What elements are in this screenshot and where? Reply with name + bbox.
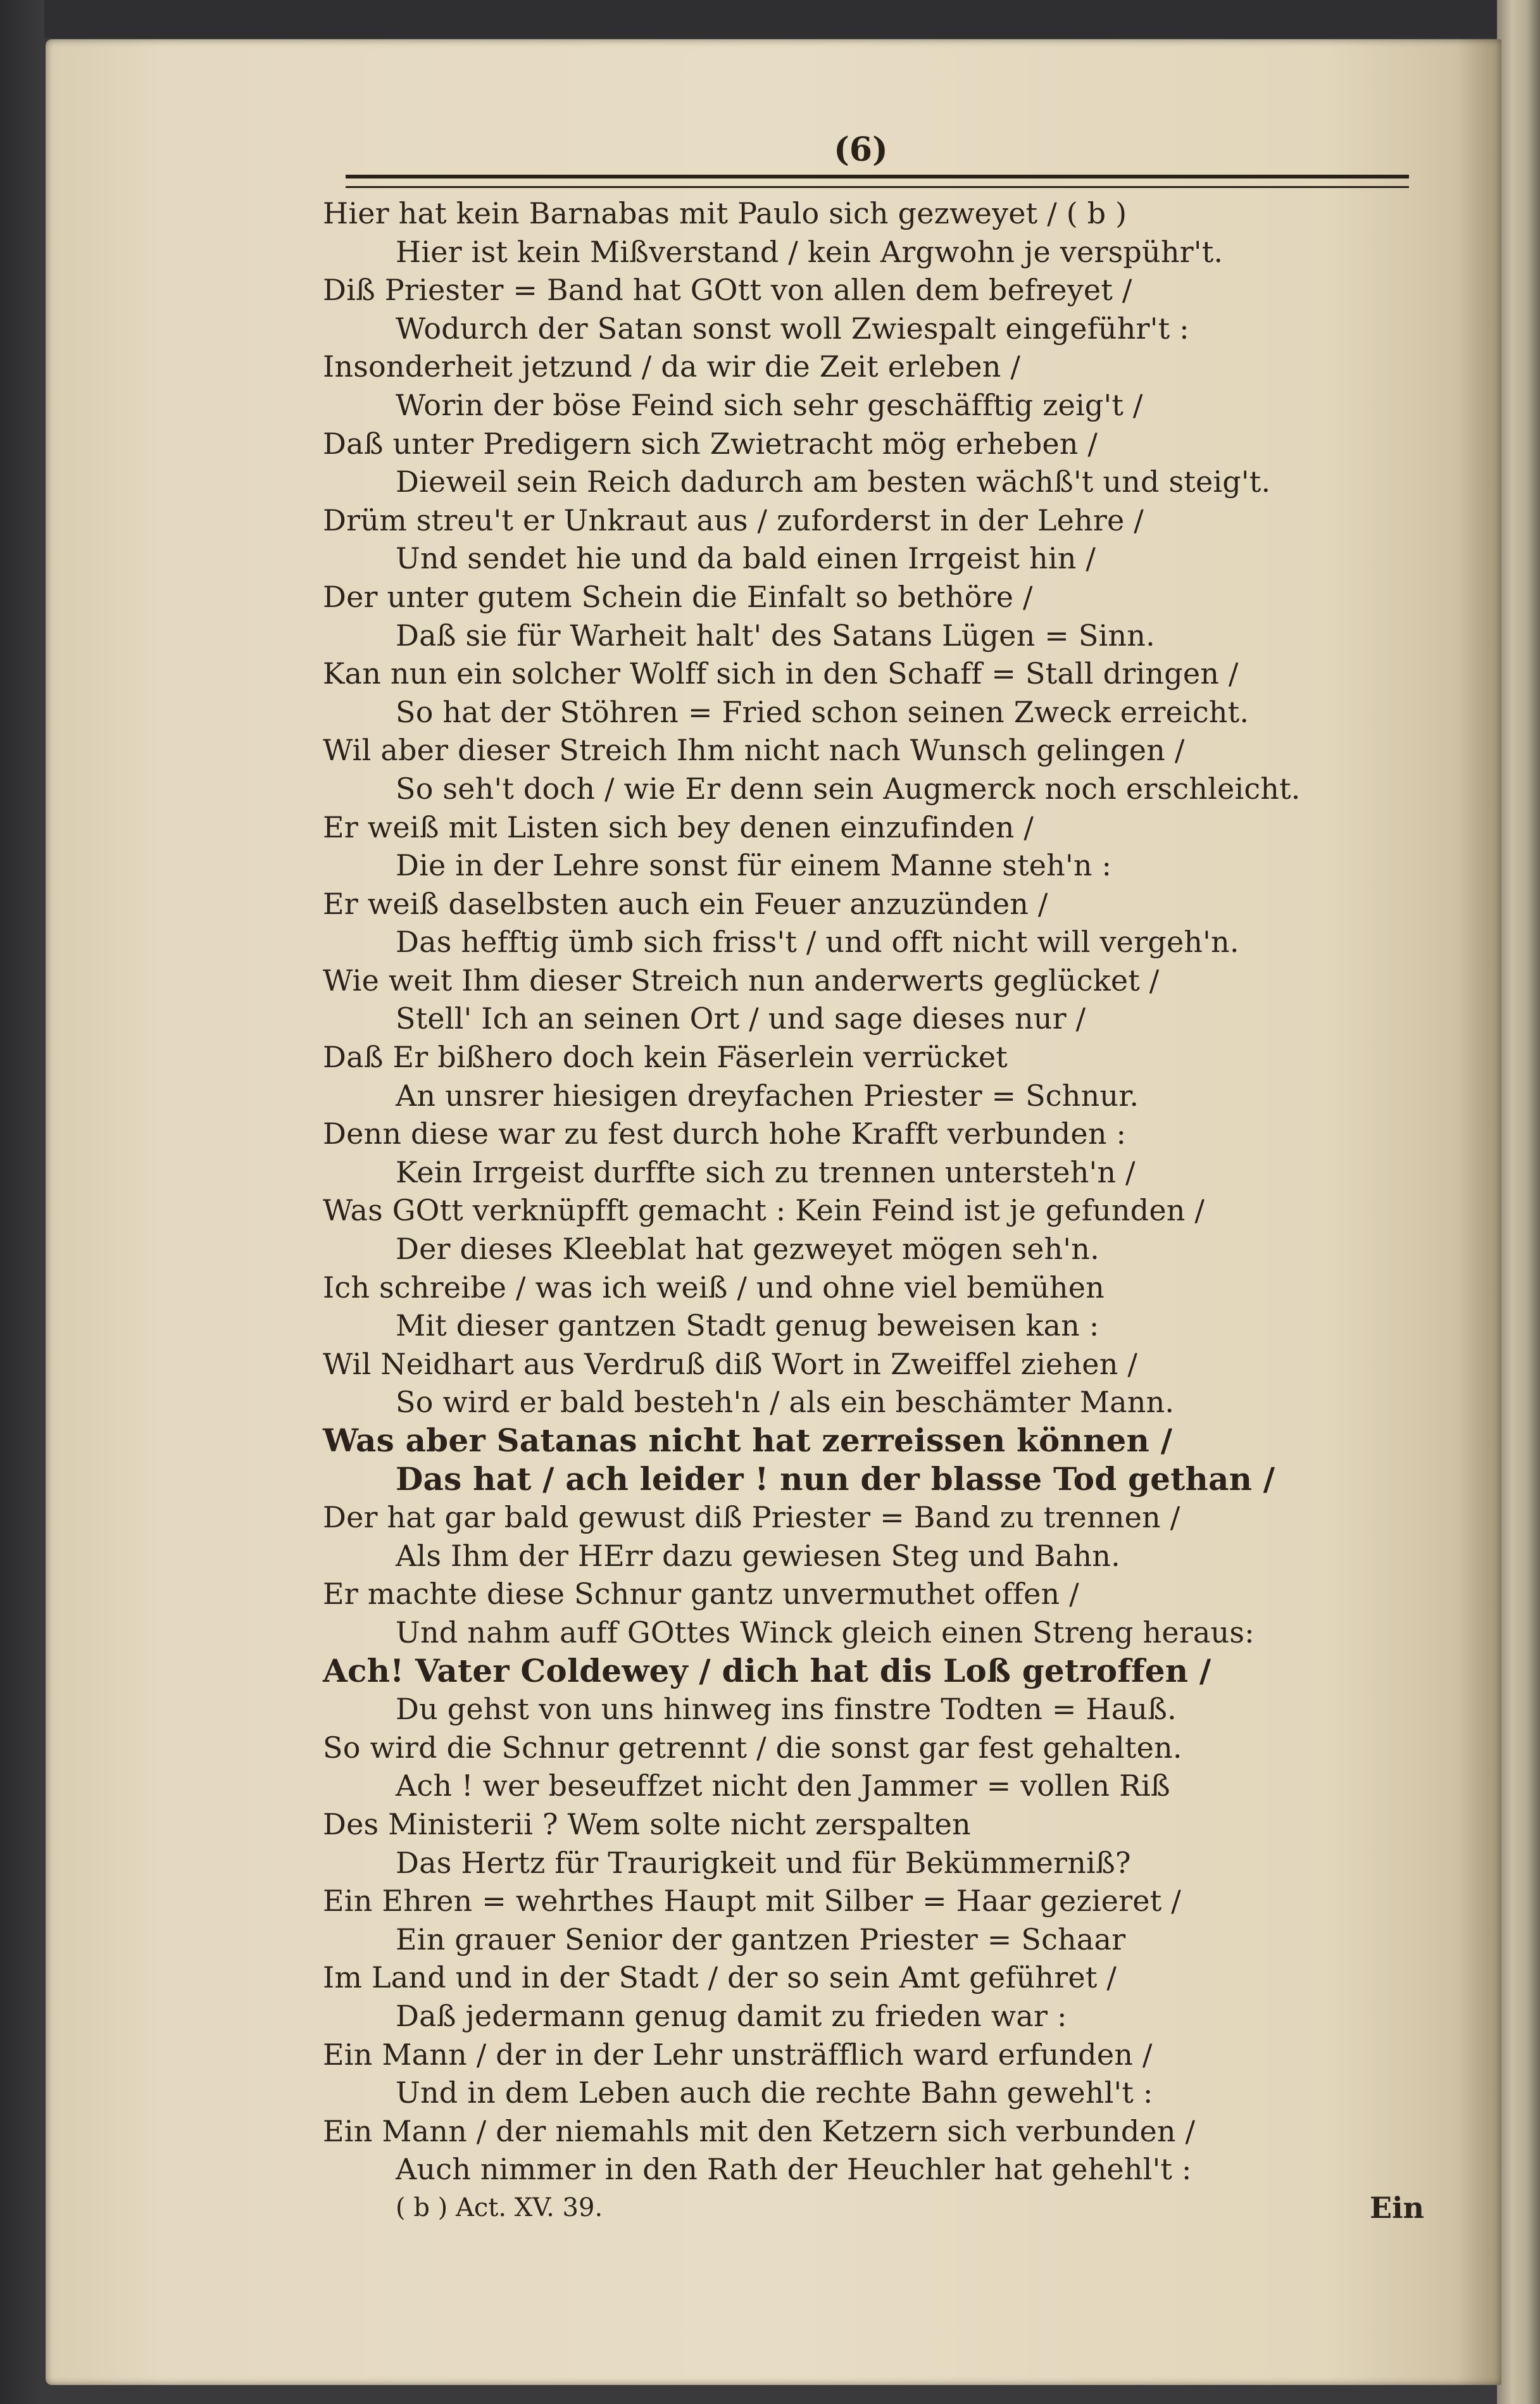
poem-line: Stell' Ich an seinen Ort / und sage dieses nur / xyxy=(396,1001,1086,1036)
page-text-area xyxy=(323,128,1424,2227)
footnote-row xyxy=(323,2189,1424,2227)
poem-line: Und sendet hie und da bald einen Irrgeist hin / xyxy=(396,541,1096,576)
poem-line: So hat der Stöhren = Fried schon seinen Zweck erreicht. xyxy=(396,694,1249,729)
poem-line: Hier hat kein Barnabas mit Paulo sich gezweyet / ( b ) xyxy=(323,196,1127,230)
poem-line: Drüm streu't er Unkraut aus / zuforderst in der Lehre / xyxy=(323,503,1144,537)
poem-line: So wird er bald besteh'n / als ein beschämter Mann. xyxy=(396,1385,1175,1420)
poem-line: Wie weit Ihm dieser Streich nun anderwerts geglücket / xyxy=(323,963,1160,998)
adjacent-page-edge xyxy=(1497,0,1540,2404)
poem-line: Insonderheit jetzund / da wir die Zeit erleben / xyxy=(323,349,1021,384)
poem-line: Das hat / ach leider ! nun der blasse Tod gethan / xyxy=(396,1460,1275,1498)
poem-line: Ich schreibe / was ich weiß / und ohne viel bemühen xyxy=(323,1270,1105,1305)
poem-line: Auch nimmer in den Rath der Heuchler hat gehehl't : xyxy=(396,2152,1192,2187)
poem-line: Ein Mann / der in der Lehr unsträfflich ward erfunden / xyxy=(323,2037,1153,2072)
poem-line: Das Hertz für Traurigkeit und für Bekümmerniß? xyxy=(396,1845,1131,1880)
poem-line: Die in der Lehre sonst für einem Manne steh'n : xyxy=(396,848,1112,883)
poem-body xyxy=(323,194,1412,2189)
poem-line: So wird die Schnur getrennt / die sonst gar fest gehalten. xyxy=(323,1730,1182,1765)
poem-line: An unsrer hiesigen dreyfachen Priester = Schnur. xyxy=(396,1078,1139,1113)
poem-line: Kan nun ein solcher Wolff sich in den Schaff = Stall dringen / xyxy=(323,656,1239,691)
poem-line: Mit dieser gantzen Stadt genug beweisen kan : xyxy=(396,1308,1099,1343)
poem-line: Daß unter Predigern sich Zwietracht mög erheben / xyxy=(323,426,1098,461)
poem-line: Was GOtt verknüpfft gemacht : Kein Feind ist je gefunden / xyxy=(323,1193,1205,1228)
catchword: Ein xyxy=(1370,2190,1424,2225)
poem-line: Und in dem Leben auch die rechte Bahn gewehl't : xyxy=(396,2075,1153,2110)
poem-line: Er weiß daselbsten auch ein Feuer anzuzünden / xyxy=(323,886,1048,921)
poem-line: Kein Irrgeist durffte sich zu trennen untersteh'n / xyxy=(396,1155,1136,1189)
poem-line: Daß sie für Warheit halt' des Satans Lügen = Sinn. xyxy=(396,618,1155,653)
poem-line: Worin der böse Feind sich sehr geschäfftig zeig't / xyxy=(396,387,1143,422)
page-header: (6) xyxy=(834,130,888,169)
scanner-backdrop-top xyxy=(0,0,1540,38)
poem-line: Des Ministerii ? Wem solte nicht zerspalten xyxy=(323,1806,971,1841)
poem-line: Er machte diese Schnur gantz unvermuthet offen / xyxy=(323,1577,1079,1612)
poem-line: Ach ! wer beseuffzet nicht den Jammer = vollen Riß xyxy=(396,1769,1170,1803)
poem-line: Diß Priester = Band hat GOtt von allen dem befreyet / xyxy=(323,273,1132,308)
poem-line: Du gehst von uns hinweg ins finstre Todten = Hauß. xyxy=(396,1692,1177,1727)
poem-line: Daß jedermann genug damit zu frieden war : xyxy=(396,1998,1067,2033)
poem-line: Ein Ehren = wehrthes Haupt mit Silber = Haar gezieret / xyxy=(323,1884,1181,1919)
poem-line: Der dieses Kleeblat hat gezweyet mögen seh'n. xyxy=(396,1232,1099,1267)
poem-line: Ach! Vater Coldewey / dich hat dis Loß getroffen / xyxy=(323,1651,1211,1689)
scanner-backdrop-left xyxy=(0,0,44,2404)
poem-line: Er weiß mit Listen sich bey denen einzufinden / xyxy=(323,810,1034,844)
poem-line: Dieweil sein Reich dadurch am besten wächß't und steig't. xyxy=(396,465,1271,499)
poem-line: Das hefftig ümb sich friss't / und offt nicht will vergeh'n. xyxy=(396,925,1239,960)
poem-line: Was aber Satanas nicht hat zerreissen können / xyxy=(323,1422,1173,1459)
poem-line: Als Ihm der HErr dazu gewiesen Steg und Bahn. xyxy=(396,1538,1120,1573)
poem-line: Wil aber dieser Streich Ihm nicht nach Wunsch gelingen / xyxy=(323,733,1185,768)
poem-line: Hier ist kein Mißverstand / kein Argwohn je verspühr't. xyxy=(396,234,1224,269)
poem-line: Ein Mann / der niemahls mit den Ketzern sich verbunden / xyxy=(323,2113,1196,2148)
poem-line: Der unter gutem Schein die Einfalt so bethöre / xyxy=(323,579,1033,614)
header-rule xyxy=(346,175,1409,188)
book-page xyxy=(46,39,1501,2385)
page-gutter-shadow xyxy=(1457,39,1501,2385)
poem-line: Daß Er bißhero doch kein Fäserlein verrücket xyxy=(323,1040,1008,1075)
poem-line: Wodurch der Satan sonst woll Zwiespalt eingeführ't : xyxy=(396,311,1189,346)
poem-line: Der hat gar bald gewust diß Priester = Band zu trennen / xyxy=(323,1500,1180,1535)
poem-line: Und nahm auff GOttes Winck gleich einen Streng heraus: xyxy=(396,1615,1255,1650)
poem-line: Ein grauer Senior der gantzen Priester = Schaar xyxy=(396,1922,1126,1956)
poem-line: Denn diese war zu fest durch hohe Krafft verbunden : xyxy=(323,1117,1127,1151)
poem-line: So seh't doch / wie Er denn sein Augmerck noch erschleicht. xyxy=(396,771,1301,806)
poem-line: Wil Neidhart aus Verdruß diß Wort in Zweiffel ziehen / xyxy=(323,1346,1138,1381)
poem-line: Im Land und in der Stadt / der so sein Amt geführet / xyxy=(323,1960,1117,1995)
footnote: ( b ) Act. XV. 39. xyxy=(396,2193,603,2222)
